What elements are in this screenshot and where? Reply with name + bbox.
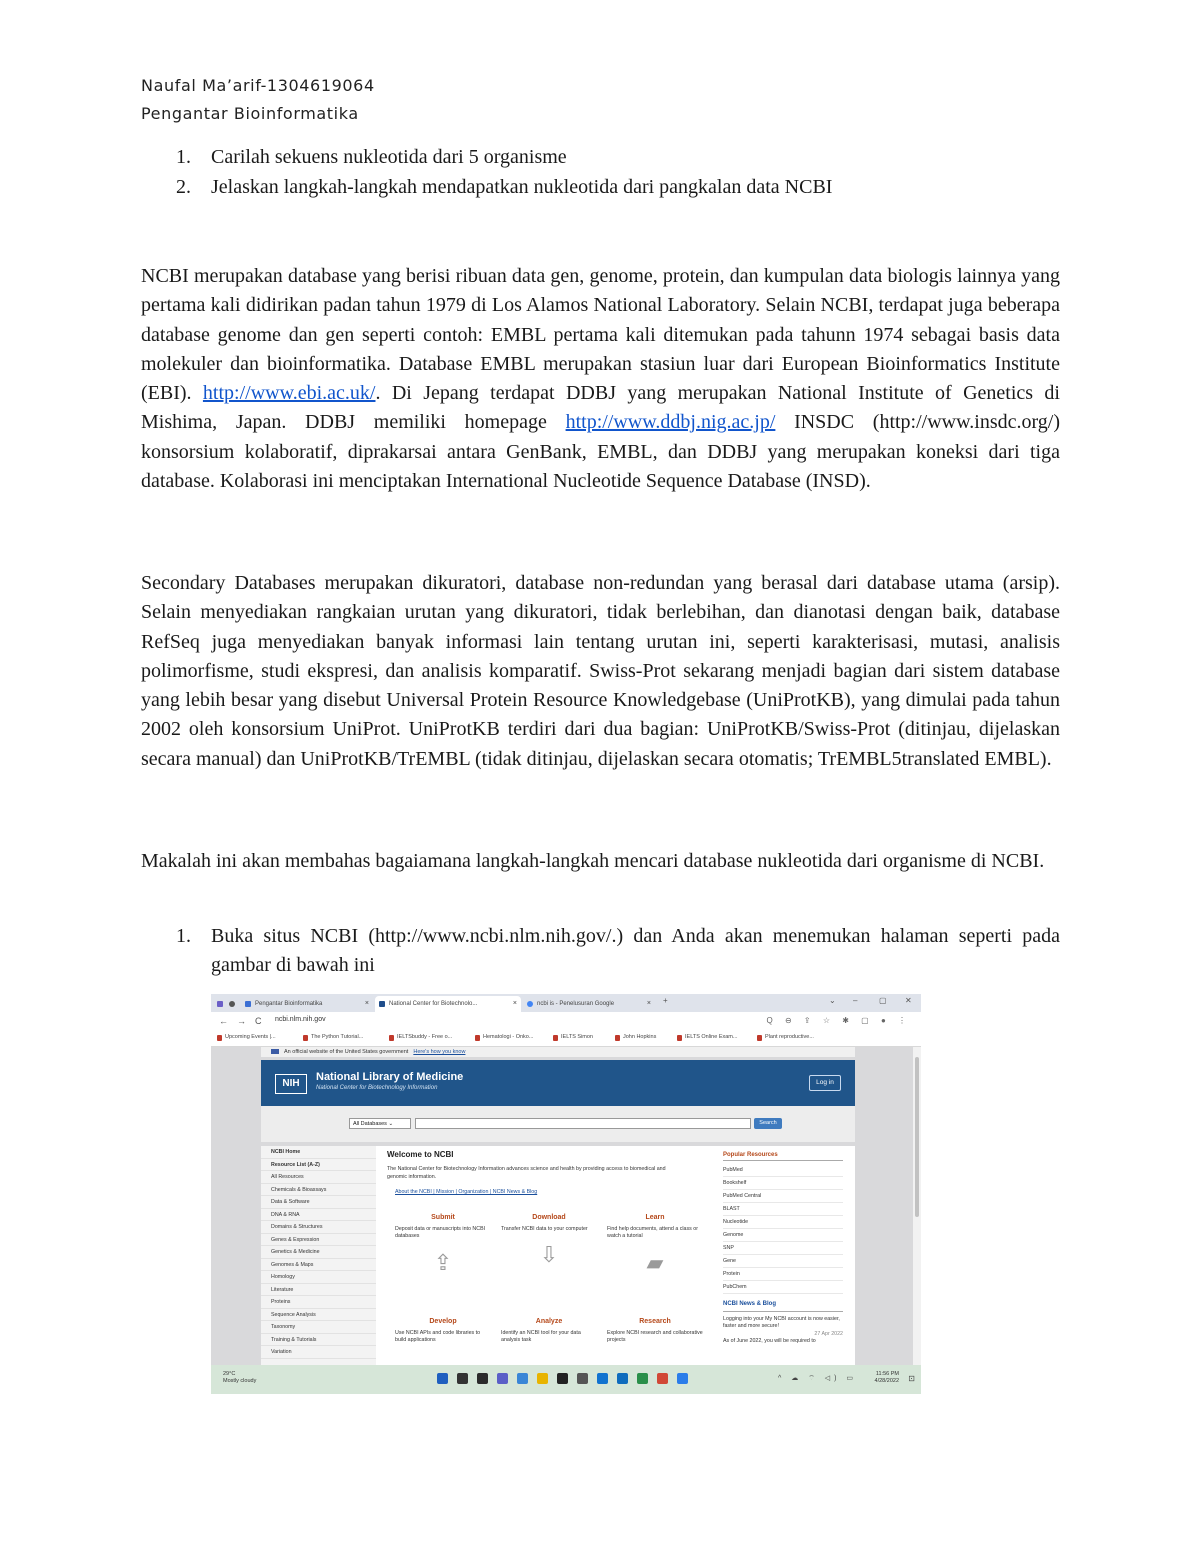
popular-resource-link[interactable]: PubMed Central [723, 1190, 843, 1203]
card-title: Download [532, 1214, 566, 1221]
popular-resource-link[interactable]: SNP [723, 1242, 843, 1255]
ebi-link[interactable]: http://www.ebi.ac.uk/ [202, 382, 376, 405]
sidebar-item[interactable]: Domains & Structures [261, 1221, 376, 1234]
submit-card[interactable] [395, 1214, 491, 1275]
step-number: 1. [176, 925, 191, 947]
sidebar-item[interactable]: Sequence Analysis [261, 1309, 376, 1322]
tab-label: ncbi is - Penelusuran Google [537, 1001, 615, 1007]
para1-text-2: . Di Jepang terdapat DDBJ yang merupakan National Institute of Genetics di Mishima, Japan. DDBJ memiliki homepage [141, 382, 1060, 434]
page-scrollbar[interactable] [913, 1047, 921, 1365]
card-title: Develop [429, 1318, 457, 1325]
search-icon[interactable] [457, 1373, 468, 1384]
search-row [261, 1106, 855, 1142]
ddbj-link[interactable]: http://www.ddbj.nig.ac.jp/ [565, 411, 776, 434]
tab-ncbi[interactable] [375, 996, 521, 1012]
system-tray-icons[interactable]: ^ ☁ ⌔ ◁) ▭ [778, 1375, 857, 1382]
tab-close-icon[interactable]: × [364, 1000, 369, 1007]
minimize-button[interactable]: – [853, 996, 858, 1005]
research-card[interactable] [607, 1318, 703, 1345]
edge-browser-icon[interactable] [517, 1373, 528, 1384]
bookmark-item[interactable]: The Python Tutorial... [303, 1034, 363, 1040]
weather-desc: Mostly cloudy [223, 1378, 257, 1384]
vscode-icon[interactable] [677, 1373, 688, 1384]
word-icon[interactable] [597, 1373, 608, 1384]
popular-resources-title: Popular Resources [723, 1152, 843, 1161]
sidebar-item[interactable]: Genes & Expression [261, 1234, 376, 1247]
ncbi-news [723, 1301, 843, 1346]
bookmark-item[interactable]: Hematologi - Onko... [475, 1034, 533, 1040]
card-text: Use NCBI APIs and code libraries to build applications [395, 1329, 481, 1343]
para1-text-3: INSDC (http://www.insdc.org/) konsorsium kolaboratif, diprakarsai antara GenBank, EMBL, dan DDBJ yang merupakan koneksi dari tiga database. Kolaborasi ini menciptakan International Nucleotide Sequence Database (INSD). [141, 411, 1060, 493]
analyze-card[interactable] [501, 1318, 597, 1345]
document-header [141, 72, 375, 128]
tab-google-search[interactable] [523, 996, 655, 1012]
sidebar-item[interactable]: Homology [261, 1271, 376, 1284]
ncbi-page [211, 1047, 921, 1365]
taskbar-clock[interactable] [875, 1371, 899, 1385]
weather-temp: 29°C [223, 1371, 236, 1377]
bookmark-item[interactable]: IELTS Online Exam... [677, 1034, 737, 1040]
database-select-value: All Databases [353, 1121, 387, 1127]
bookmark-item[interactable]: John Hopkins [615, 1034, 656, 1040]
sidebar-item[interactable]: Variation [261, 1346, 376, 1359]
new-tab-button[interactable]: + [663, 996, 668, 1005]
tab-favicon [245, 1001, 251, 1007]
popular-resource-link[interactable]: Genome [723, 1229, 843, 1242]
search-button[interactable]: Search [754, 1118, 782, 1129]
develop-card[interactable] [395, 1318, 491, 1345]
news-text[interactable]: Logging into your My NCBI account is now easier, faster and more secure! [723, 1315, 840, 1329]
card-text: Find help documents, attend a class or watch a tutorial [607, 1225, 698, 1239]
nih-header [261, 1060, 855, 1106]
mail-icon[interactable] [617, 1373, 628, 1384]
bookmark-item[interactable]: IELTSbuddy - Free o... [389, 1034, 452, 1040]
tab-close-icon[interactable]: × [646, 1000, 651, 1007]
tab-label: National Center for Biotechnolo... [389, 1001, 478, 1007]
teams-chat-icon[interactable] [497, 1373, 508, 1384]
popular-resource-link[interactable]: PubChem [723, 1281, 843, 1294]
card-title: Submit [431, 1214, 455, 1221]
book-icon: ▰ [646, 1249, 664, 1275]
welcome-title: Welcome to NCBI [387, 1150, 454, 1159]
us-flag-icon [271, 1049, 279, 1054]
tab-pengantar-bioinformatika[interactable] [241, 996, 373, 1012]
step-text: Buka situs NCBI (http://www.ncbi.nlm.nih.gov/.) dan Anda akan menemukan halaman seperti pada gambar di bawah ini [211, 925, 1060, 977]
question-list [141, 142, 1061, 202]
card-title: Analyze [535, 1318, 563, 1325]
url-input[interactable]: ncbi.nlm.nih.gov [275, 1016, 326, 1023]
popular-resource-link[interactable]: Nucleotide [723, 1216, 843, 1229]
tab-favicon [379, 1001, 385, 1007]
para1-text-1: NCBI merupakan database yang berisi ribuan data gen, genome, protein, dan kumpulan data biologis lainnya yang pertama kali didirikan padan tahun 1979 di Los Alamos National Laboratory. Selain NCBI, terdapat juga beberapa database genome dan gen seperti contoh: EMBL pertama kali ditemukan pada tahunn 1974 sebagai basis data molekuler dan bioinformatika. Database EMBL merupakan stasiun luar dari European Bioinformatics Institute (EBI). [141, 265, 1060, 405]
step-item [141, 922, 1060, 981]
paragraph-makalah: Makalah ini akan membahas bagaiamana langkah-langkah mencari database nukleotida dari organisme di NCBI. [141, 850, 1045, 872]
download-card[interactable] [501, 1214, 597, 1267]
upload-icon: ⇪ [433, 1249, 453, 1275]
card-text: Identify an NCBI tool for your data analysis task [501, 1329, 581, 1343]
sidebar-item[interactable]: Resource List (A-Z) [261, 1159, 376, 1172]
reload-icon[interactable]: C [255, 1016, 262, 1026]
camera-icon[interactable] [577, 1373, 588, 1384]
question-item [141, 172, 1061, 202]
login-button[interactable]: Log in [809, 1075, 841, 1091]
task-view-icon[interactable] [477, 1373, 488, 1384]
card-title: Learn [645, 1214, 665, 1221]
gov-banner [261, 1047, 855, 1057]
paragraph-secondary-databases: Secondary Databases merupakan dikuratori, database non-redundan yang berasal dari database utama (arsip). Selain menyediakan rangkaian urutan yang dikuratori, tidak berlebihan, dan dianotasi dengan baik, database RefSeq juga menyediakan banyak informasi lain tentang urutan ini, seperti karakterisasi, mutasi, analisis polimorfisme, studi ekspresi, dan analisis komparatif. Swiss-Prot sekarang menjadi bagian dari sistem database yang lebih besar yang disebut Universal Protein Resource Knowledgebase (UniProtKB), yang dimulai pada tahun 2002 oleh konsorsium UniProt. UniProtKB terdiri dari dua bagian: UniProtKB/Swiss-Prot (ditinjau, dijelaskan secara manual) dan UniProtKB/TrEMBL (tidak ditinjau, dijelaskan secara otomatis; TrEMBL5translated EMBL). [141, 572, 1060, 770]
card-text: Transfer NCBI data to your computer [501, 1225, 588, 1232]
sidebar-item[interactable]: DNA & RNA [261, 1209, 376, 1222]
close-window-button[interactable]: ✕ [905, 996, 912, 1005]
back-icon[interactable]: ← [219, 1016, 228, 1026]
nih-title[interactable]: National Library of Medicine [316, 1071, 464, 1083]
news-text-2[interactable]: As of June 2022, you will be required to [723, 1338, 816, 1344]
address-bar-row [211, 1012, 921, 1032]
sidebar-item[interactable]: Genomes & Maps [261, 1259, 376, 1272]
popular-resource-link[interactable]: BLAST [723, 1203, 843, 1216]
excel-icon[interactable] [637, 1373, 648, 1384]
tab-search-icon[interactable]: ⌄ [829, 996, 836, 1005]
popular-resource-link[interactable]: Bookshelf [723, 1177, 843, 1190]
notification-icon[interactable]: ⊡ [908, 1374, 915, 1383]
popular-resource-link[interactable]: Gene [723, 1255, 843, 1268]
maximize-button[interactable]: ▢ [879, 996, 887, 1005]
welcome-text: The National Center for Biotechnology Information advances science and health by providing access to biomedical and genomic information. [387, 1166, 666, 1180]
gov-banner-link[interactable]: Here's how you know [413, 1049, 466, 1055]
download-icon: ⇩ [539, 1242, 559, 1267]
bookmark-item[interactable]: Upcoming Events |... [217, 1034, 276, 1040]
popular-resources [723, 1152, 843, 1294]
card-text: Explore NCBI research and collaborative projects [607, 1329, 703, 1343]
bookmark-item[interactable]: Plant reproductive... [757, 1034, 814, 1040]
tab-favicon [527, 1001, 533, 1007]
popular-resource-link[interactable]: PubMed [723, 1164, 843, 1177]
card-title: Research [639, 1318, 671, 1325]
author-line: Naufal Ma’arif-1304619064 [141, 76, 375, 95]
course-line: Pengantar Bioinformatika [141, 104, 359, 123]
sidebar-item[interactable]: NCBI Home [261, 1146, 376, 1159]
tab-label: Pengantar Bioinformatika [255, 1001, 323, 1007]
learn-card[interactable] [607, 1214, 703, 1275]
sidebar-item[interactable]: Literature [261, 1284, 376, 1297]
github-icon[interactable] [227, 996, 237, 1012]
sidebar-item[interactable]: Data & Software [261, 1196, 376, 1209]
sidebar-item[interactable]: Proteins [261, 1296, 376, 1309]
nih-subtitle: National Center for Biotechnology Information [316, 1085, 438, 1091]
question-item [141, 142, 1061, 172]
sidebar-item[interactable]: Taxonomy [261, 1321, 376, 1334]
clock-date: 4/28/2022 [874, 1378, 899, 1384]
card-text: Deposit data or manuscripts into NCBI databases [395, 1225, 486, 1239]
nih-logo[interactable]: NIH [275, 1074, 307, 1094]
forward-icon[interactable]: → [237, 1016, 246, 1026]
gov-banner-text: An official website of the United States government [284, 1049, 409, 1055]
bookmark-item[interactable]: IELTS Simon [553, 1034, 593, 1040]
sidebar-item[interactable]: Training & Tutorials [261, 1334, 376, 1347]
question-text: Carilah sekuens nukleotida dari 5 organisme [211, 146, 567, 168]
paragraph-ncbi-intro [141, 262, 1060, 496]
about-links[interactable]: About the NCBI | Mission | Organization | NCBI News & Blog [395, 1189, 538, 1195]
tab-list-icon[interactable] [215, 996, 225, 1012]
popular-resource-link[interactable]: Protein [723, 1268, 843, 1281]
news-date: 27 Apr 2022 [814, 1330, 843, 1337]
ncbi-browser-screenshot [211, 994, 921, 1394]
sidebar-item[interactable]: Genetics & Medicine [261, 1246, 376, 1259]
app-icon[interactable] [557, 1373, 568, 1384]
question-number: 2. [176, 176, 191, 198]
browser-tab-bar [211, 994, 921, 1012]
ncbi-sidebar [261, 1146, 376, 1368]
clock-time: 11:56 PM [875, 1371, 899, 1377]
browser-toolbar-icons[interactable]: Q ⊖ ⇪ ☆ ✱ ▢ ● ⋮ [766, 1016, 911, 1025]
sidebar-item[interactable]: Chemicals & Bioassays [261, 1184, 376, 1197]
bookmarks-bar [211, 1032, 921, 1047]
chrome-icon[interactable] [657, 1373, 668, 1384]
question-number: 1. [176, 146, 191, 168]
scrollbar-thumb[interactable] [915, 1057, 919, 1217]
weather-widget[interactable] [223, 1371, 256, 1385]
start-icon[interactable] [437, 1373, 448, 1384]
news-title[interactable]: NCBI News & Blog [723, 1301, 843, 1312]
windows-taskbar [211, 1365, 921, 1394]
tab-close-icon[interactable]: × [512, 1000, 517, 1007]
ncbi-content [261, 1146, 855, 1368]
sidebar-item[interactable]: All Resources [261, 1171, 376, 1184]
search-input[interactable] [415, 1118, 751, 1129]
file-explorer-icon[interactable] [537, 1373, 548, 1384]
database-select[interactable]: All Databases ⌄ [349, 1118, 411, 1129]
question-text: Jelaskan langkah-langkah mendapatkan nukleotida dari pangkalan data NCBI [211, 176, 833, 198]
